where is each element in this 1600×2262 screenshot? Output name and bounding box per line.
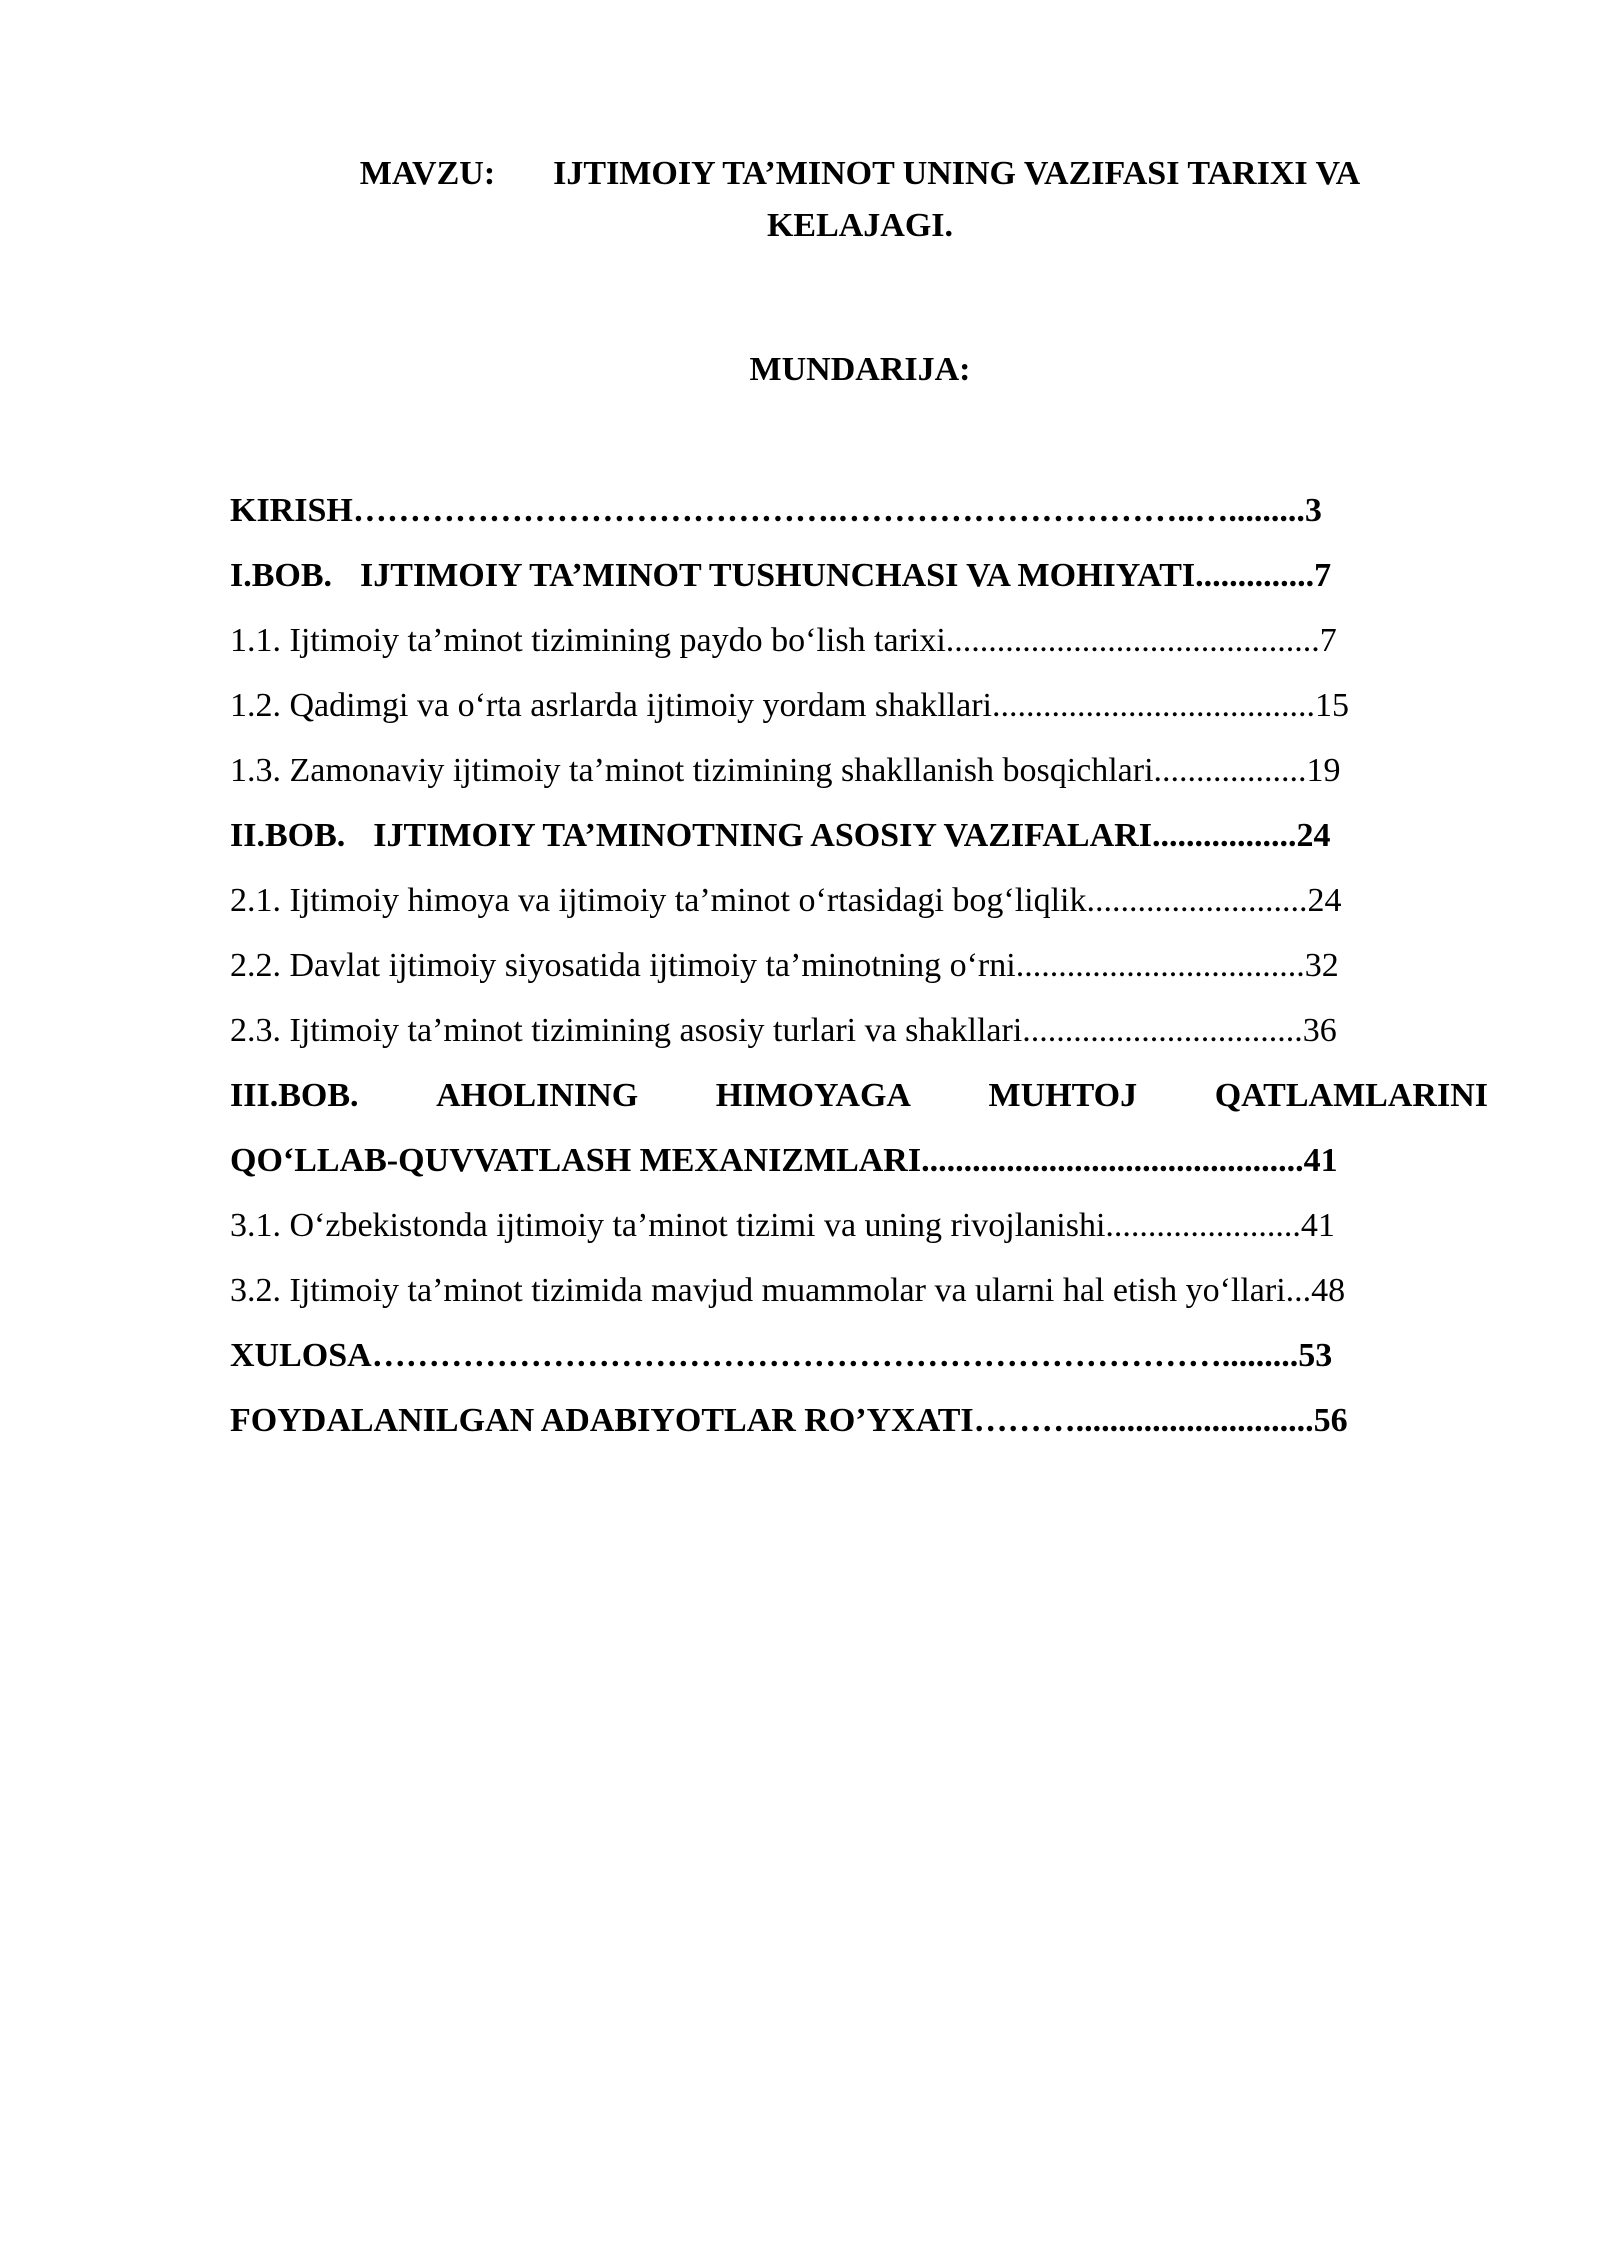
chapter-1-title: IJTIMOIY TA’MINOT TUSHUNCHASI VA MOHIYATI..............7 (360, 557, 1332, 594)
topic-label: MAVZU: (359, 155, 496, 192)
chapter-1-number: I.BOB. (230, 557, 333, 594)
toc-entry-chapter-1 (230, 543, 1488, 608)
toc-entry-chapter-3-line-2: QO‘LLAB-QUVVATLASH MEXANIZMLARI.............................................41 (230, 1142, 1338, 1179)
chapter-3-word: MUHTOJ (988, 1077, 1138, 1114)
toc-entry-2-3: 2.3. Ijtimoiy ta’minot tizimining asosiy turlari va shakllari.................................36 (230, 1012, 1337, 1049)
topic-title (230, 148, 1490, 252)
chapter-3-word: III.BOB. (230, 1077, 359, 1114)
chapter-3-word: QATLAMLARINI (1214, 1077, 1488, 1114)
toc-entry-3-1: 3.1. O‘zbekistonda ijtimoiy ta’minot tizimi va uning rivojlanishi.......................41 (230, 1207, 1335, 1244)
toc-entry-1-3: 1.3. Zamonaviy ijtimoiy ta’minot tizimining shakllanish bosqichlari..................19 (230, 752, 1341, 789)
toc-entry-references: FOYDALANILGAN ADABIYOTLAR RO’YXATI………............................56 (230, 1402, 1348, 1439)
toc-entry-3-2: 3.2. Ijtimoiy ta’minot tizimida mavjud muammolar va ularni hal etish yo‘llari...48 (230, 1272, 1346, 1309)
toc-entry-chapter-3-line-1 (230, 1063, 1488, 1128)
toc-heading: MUNDARIJA: (749, 351, 971, 388)
toc-entry-chapter-2 (230, 803, 1488, 868)
chapter-3-word: HIMOYAGA (715, 1077, 911, 1114)
toc-entry-1-1: 1.1. Ijtimoiy ta’minot tizimining paydo bo‘lish tarixi............................................7 (230, 622, 1337, 659)
toc-entry-kirish: KIRISH…………………………………….…………………………..….........3 (230, 492, 1322, 529)
chapter-2-number: II.BOB. (230, 817, 346, 854)
toc-entry-1-2: 1.2. Qadimgi va o‘rta asrlarda ijtimoiy yordam shakllari......................................15 (230, 687, 1349, 724)
toc-entry-2-1: 2.1. Ijtimoiy himoya va ijtimoiy ta’minot o‘rtasidagi bog‘liqlik..........................24 (230, 882, 1342, 919)
topic-text-line-1: IJTIMOIY TA’MINOT UNING VAZIFASI TARIXI VA (553, 155, 1361, 192)
chapter-2-title: IJTIMOIY TA’MINOTNING ASOSIY VAZIFALARI.................24 (373, 817, 1331, 854)
table-of-contents (230, 478, 1488, 1453)
toc-entry-xulosa: XULOSA………………………………………………………………….........53 (230, 1337, 1333, 1374)
topic-title-line-2: KELAJAGI. (766, 207, 954, 244)
chapter-3-word: AHOLINING (436, 1077, 639, 1114)
topic-title-line-1 (230, 148, 1490, 200)
toc-entry-2-2: 2.2. Davlat ijtimoiy siyosatida ijtimoiy ta’minotning o‘rni..................................32 (230, 947, 1339, 984)
